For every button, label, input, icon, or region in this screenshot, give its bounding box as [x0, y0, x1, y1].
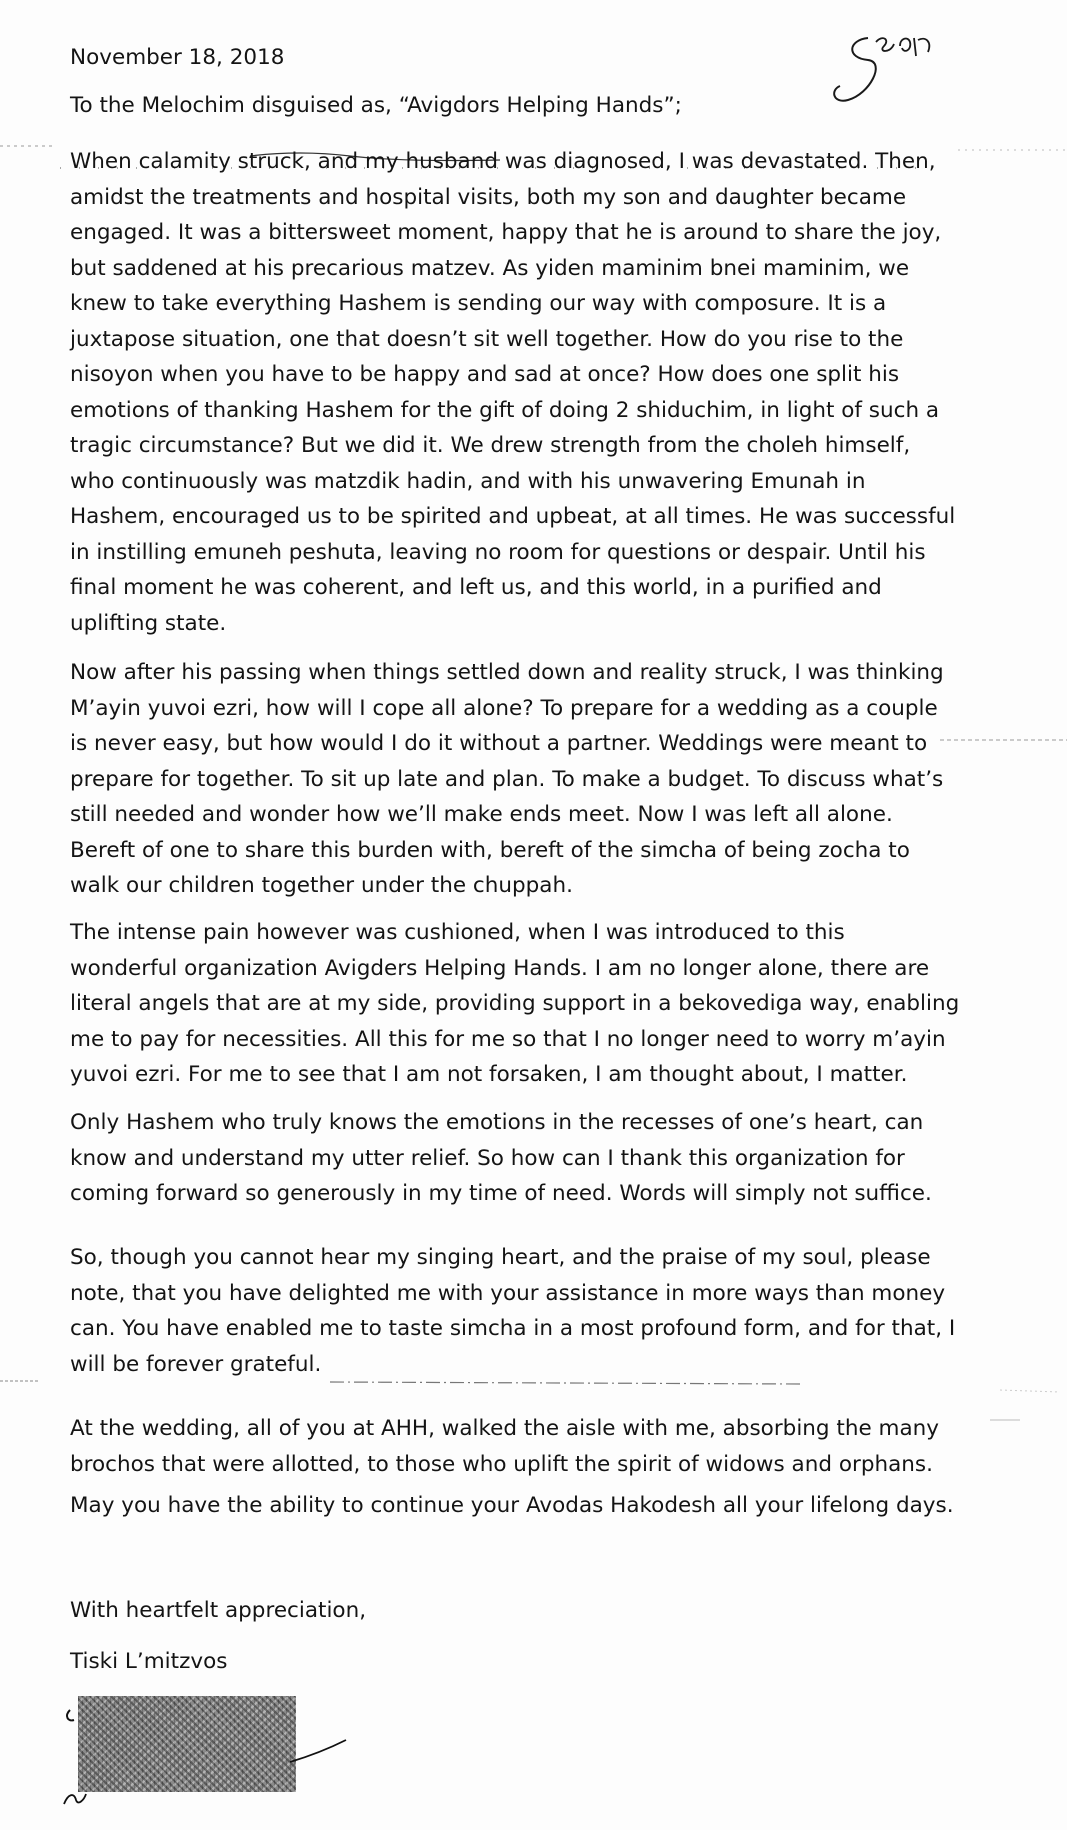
paragraph-line: uplifting state. [70, 610, 227, 636]
paragraph-line: is never easy, but how would I do it without a partner. Weddings were meant to [70, 731, 928, 756]
paragraph-line: brochos that were allotted, to those who uplift the spirit of widows and orphans. [70, 1451, 933, 1477]
paragraph-line: At the wedding, all of you at AHH, walked the aisle with me, absorbing the many [70, 1416, 939, 1441]
signature-stroke [60, 1700, 350, 1810]
paragraph-5 [70, 1240, 1010, 1382]
paragraph-line: So, though you cannot hear my singing heart, and the praise of my soul, please [70, 1245, 931, 1270]
paragraph-line: me to pay for necessities. All this for me so that I no longer need to worry m’ayin [70, 1026, 946, 1052]
paragraph-7 [70, 1488, 1010, 1524]
paragraph-3 [70, 915, 1010, 1093]
paragraph-line: amidst the treatments and hospital visits, both my son and daughter became [70, 184, 907, 210]
paragraph-line: knew to take everything Hashem is sending our way with composure. It is a [70, 291, 887, 316]
paragraph-line: engaged. It was a bittersweet moment, happy that he is around to share the joy, [70, 220, 942, 245]
paragraph-line: Only Hashem who truly knows the emotions in the recesses of one’s heart, can [70, 1110, 924, 1135]
paragraph-line: yuvoi ezri. For me to see that I am not forsaken, I am thought about, I matter. [70, 1062, 908, 1087]
paragraph-line: coming forward so generously in my time of need. Words will simply not suffice. [70, 1181, 932, 1206]
paragraph-line: who continuously was matzdik hadin, and with his unwavering Emunah in [70, 468, 866, 494]
paragraph-4 [70, 1105, 1010, 1212]
paragraph-line: May you have the ability to continue your Avodas Hakodesh all your lifelong days. [70, 1493, 954, 1518]
letter-salutation: To the Melochim disguised as, “Avigdors Helping Hands”; [70, 93, 682, 118]
paragraph-line: M’ayin yuvoi ezri, how will I cope all alone? To prepare for a wedding as a couple [70, 695, 938, 721]
paragraph-line: will be forever grateful. [70, 1351, 322, 1377]
paragraph-line: prepare for together. To sit up late and plan. To make a budget. To discuss what’s [70, 766, 944, 792]
paragraph-line: emotions of thanking Hashem for the gift of doing 2 shiduchim, in light of such a [70, 397, 940, 423]
paragraph-line: wonderful organization Avigders Helping Hands. I am no longer alone, there are [70, 955, 930, 981]
paragraph-line: in instilling emuneh peshuta, leaving no room for questions or despair. Until his [70, 539, 926, 565]
paragraph-line: Hashem, encouraged us to be spirited and upbeat, at all times. He was successful [70, 504, 956, 529]
paragraph-line: Bereft of one to share this burden with, bereft of the simcha of being zocha to [70, 837, 910, 863]
paragraph-6 [70, 1411, 1010, 1482]
paragraph-line: tragic circumstance? But we did it. We drew strength from the choleh himself, [70, 433, 911, 458]
paragraph-line: When calamity struck, and my husband was diagnosed, I was devastated. Then, [70, 149, 936, 174]
letter-signer: Tiski L’mitzvos [70, 1649, 228, 1674]
paragraph-line: Now after his passing when things settled down and reality struck, I was thinking [70, 660, 944, 685]
paragraph-line: but saddened at his precarious matzev. As yiden maminim bnei maminim, we [70, 255, 910, 281]
paragraph-line: walk our children together under the chuppah. [70, 873, 573, 898]
paragraph-line: still needed and wonder how we’ll make ends meet. Now I was left all alone. [70, 802, 893, 827]
paragraph-line: can. You have enabled me to taste simcha in a most profound form, and for that, I [70, 1316, 956, 1341]
paragraph-line: juxtapose situation, one that doesn’t sit well together. How do you rise to the [70, 326, 904, 352]
paragraph-2 [70, 655, 1010, 904]
paragraph-line: know and understand my utter relief. So how can I thank this organization for [70, 1145, 905, 1171]
paragraph-line: The intense pain however was cushioned, when I was introduced to this [70, 920, 845, 945]
paragraph-line: literal angels that are at my side, providing support in a bekovediga way, enabling [70, 991, 960, 1016]
paragraph-line: note, that you have delighted me with your assistance in more ways than money [70, 1280, 946, 1306]
letter-closing: With heartfelt appreciation, [70, 1598, 367, 1623]
paragraph-line: nisoyon when you have to be happy and sad at once? How does one split his [70, 362, 900, 387]
paragraph-1 [70, 144, 1010, 641]
letter-date: November 18, 2018 [70, 45, 285, 70]
paragraph-line: final moment he was coherent, and left us, and this world, in a purified and [70, 575, 882, 600]
